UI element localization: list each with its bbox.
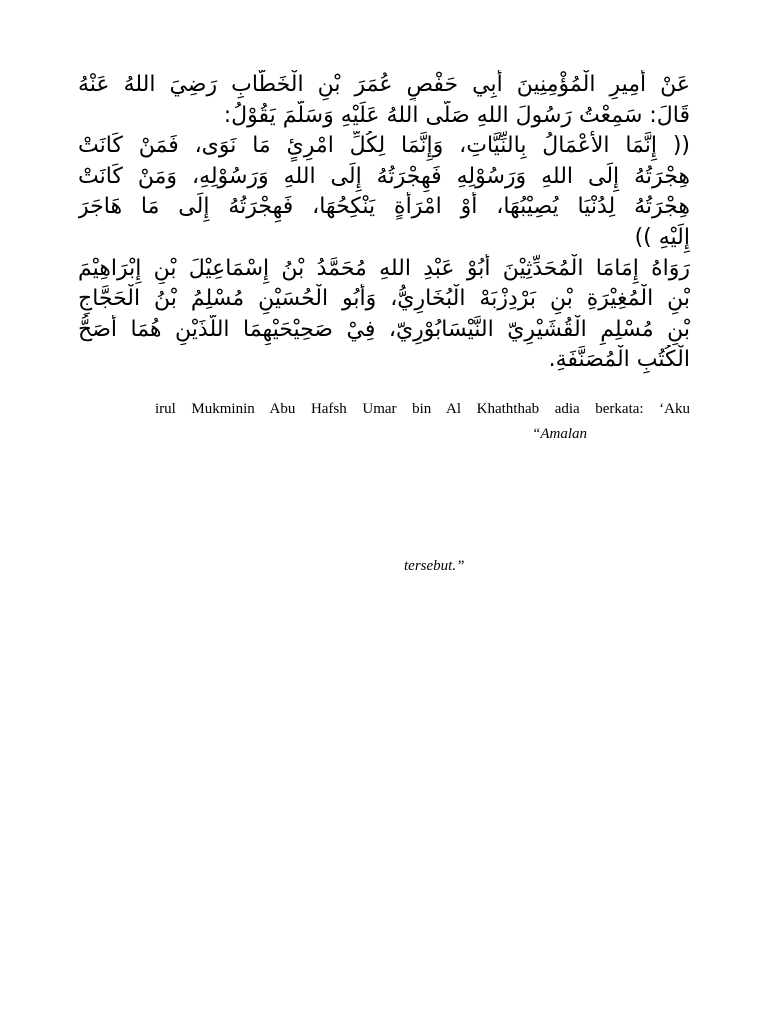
arabic-line-5: هِجْرَتُهُ لِدُنْيَا يُصِيْبُهَا، أَوْ امْرَأَةٍ يَنْكِحُهَا، فَهِجْرَتُهُ إِلَى مَا هَاجَرَ <box>78 194 690 220</box>
arabic-line-3: (( إِنَّمَا الأَعْمَالُ بِالنِّيَّاتِ، وَإِنَّمَا لِكُلِّ امْرِئٍ مَا نَوَى، فَمَنْ كَانَتْ <box>78 133 690 159</box>
arabic-line-9: بْنِ مُسْلِمٍ الْقُشَيْرِيّ النَّيْسَابُوْرِيّ، فِيْ صَحِيْحَيْهِمَا اللَّذَيْنِ هُمَا أَصَحُّ <box>78 316 690 342</box>
arabic-line-7: رَوَاهُ إِمَامَا الْمُحَدِّثِيْنَ أَبُوْ عَبْدِ اللهِ مُحَمَّدُ بْنُ إِسْمَاعِيْلَ بْنِ إِبْرَاهِيْمَ <box>78 255 690 281</box>
translation-line-2: “Amalan <box>532 426 588 442</box>
arabic-line-2: قَالَ: سَمِعْتُ رَسُولَ اللهِ صَلَّى اللهُ عَلَيْهِ وَسَلَّمَ يَقُوْلُ: <box>223 102 690 128</box>
arabic-line-4: هِجْرَتُهُ إِلَى اللهِ وَرَسُوْلِهِ فَهِجْرَتُهُ إِلَى اللهِ وَرَسُوْلِهِ، وَمَنْ كَانَتْ <box>78 163 690 189</box>
arabic-line-6: إِلَيْهِ )) <box>634 224 690 250</box>
arabic-line-1: عَنْ أَمِيرِ الْمُؤْمِنِينَ أَبِي حَفْصٍ عُمَرَ بْنِ الْخَطَّابِ رَضِيَ اللهُ عَنْهُ <box>78 72 690 97</box>
arabic-hadith-text <box>78 70 690 376</box>
translation-line-1: irul Mukminin Abu Hafsh Umar bin Al Khaththab adia berkata: ‘Aku <box>155 401 690 417</box>
translation-line-3: tersebut.” <box>404 558 465 574</box>
arabic-line-8: بْنِ الْمُغِيْرَةِ بْنِ بَرْدِزْبَهْ الْبُخَارِيُّ، وَأَبُو الْحُسَيْنِ مُسْلِمُ بْنُ الْحَجَّاجِ <box>78 286 690 312</box>
arabic-line-10: الْكُتُبِ الْمُصَنَّفَةِ. <box>548 347 690 373</box>
